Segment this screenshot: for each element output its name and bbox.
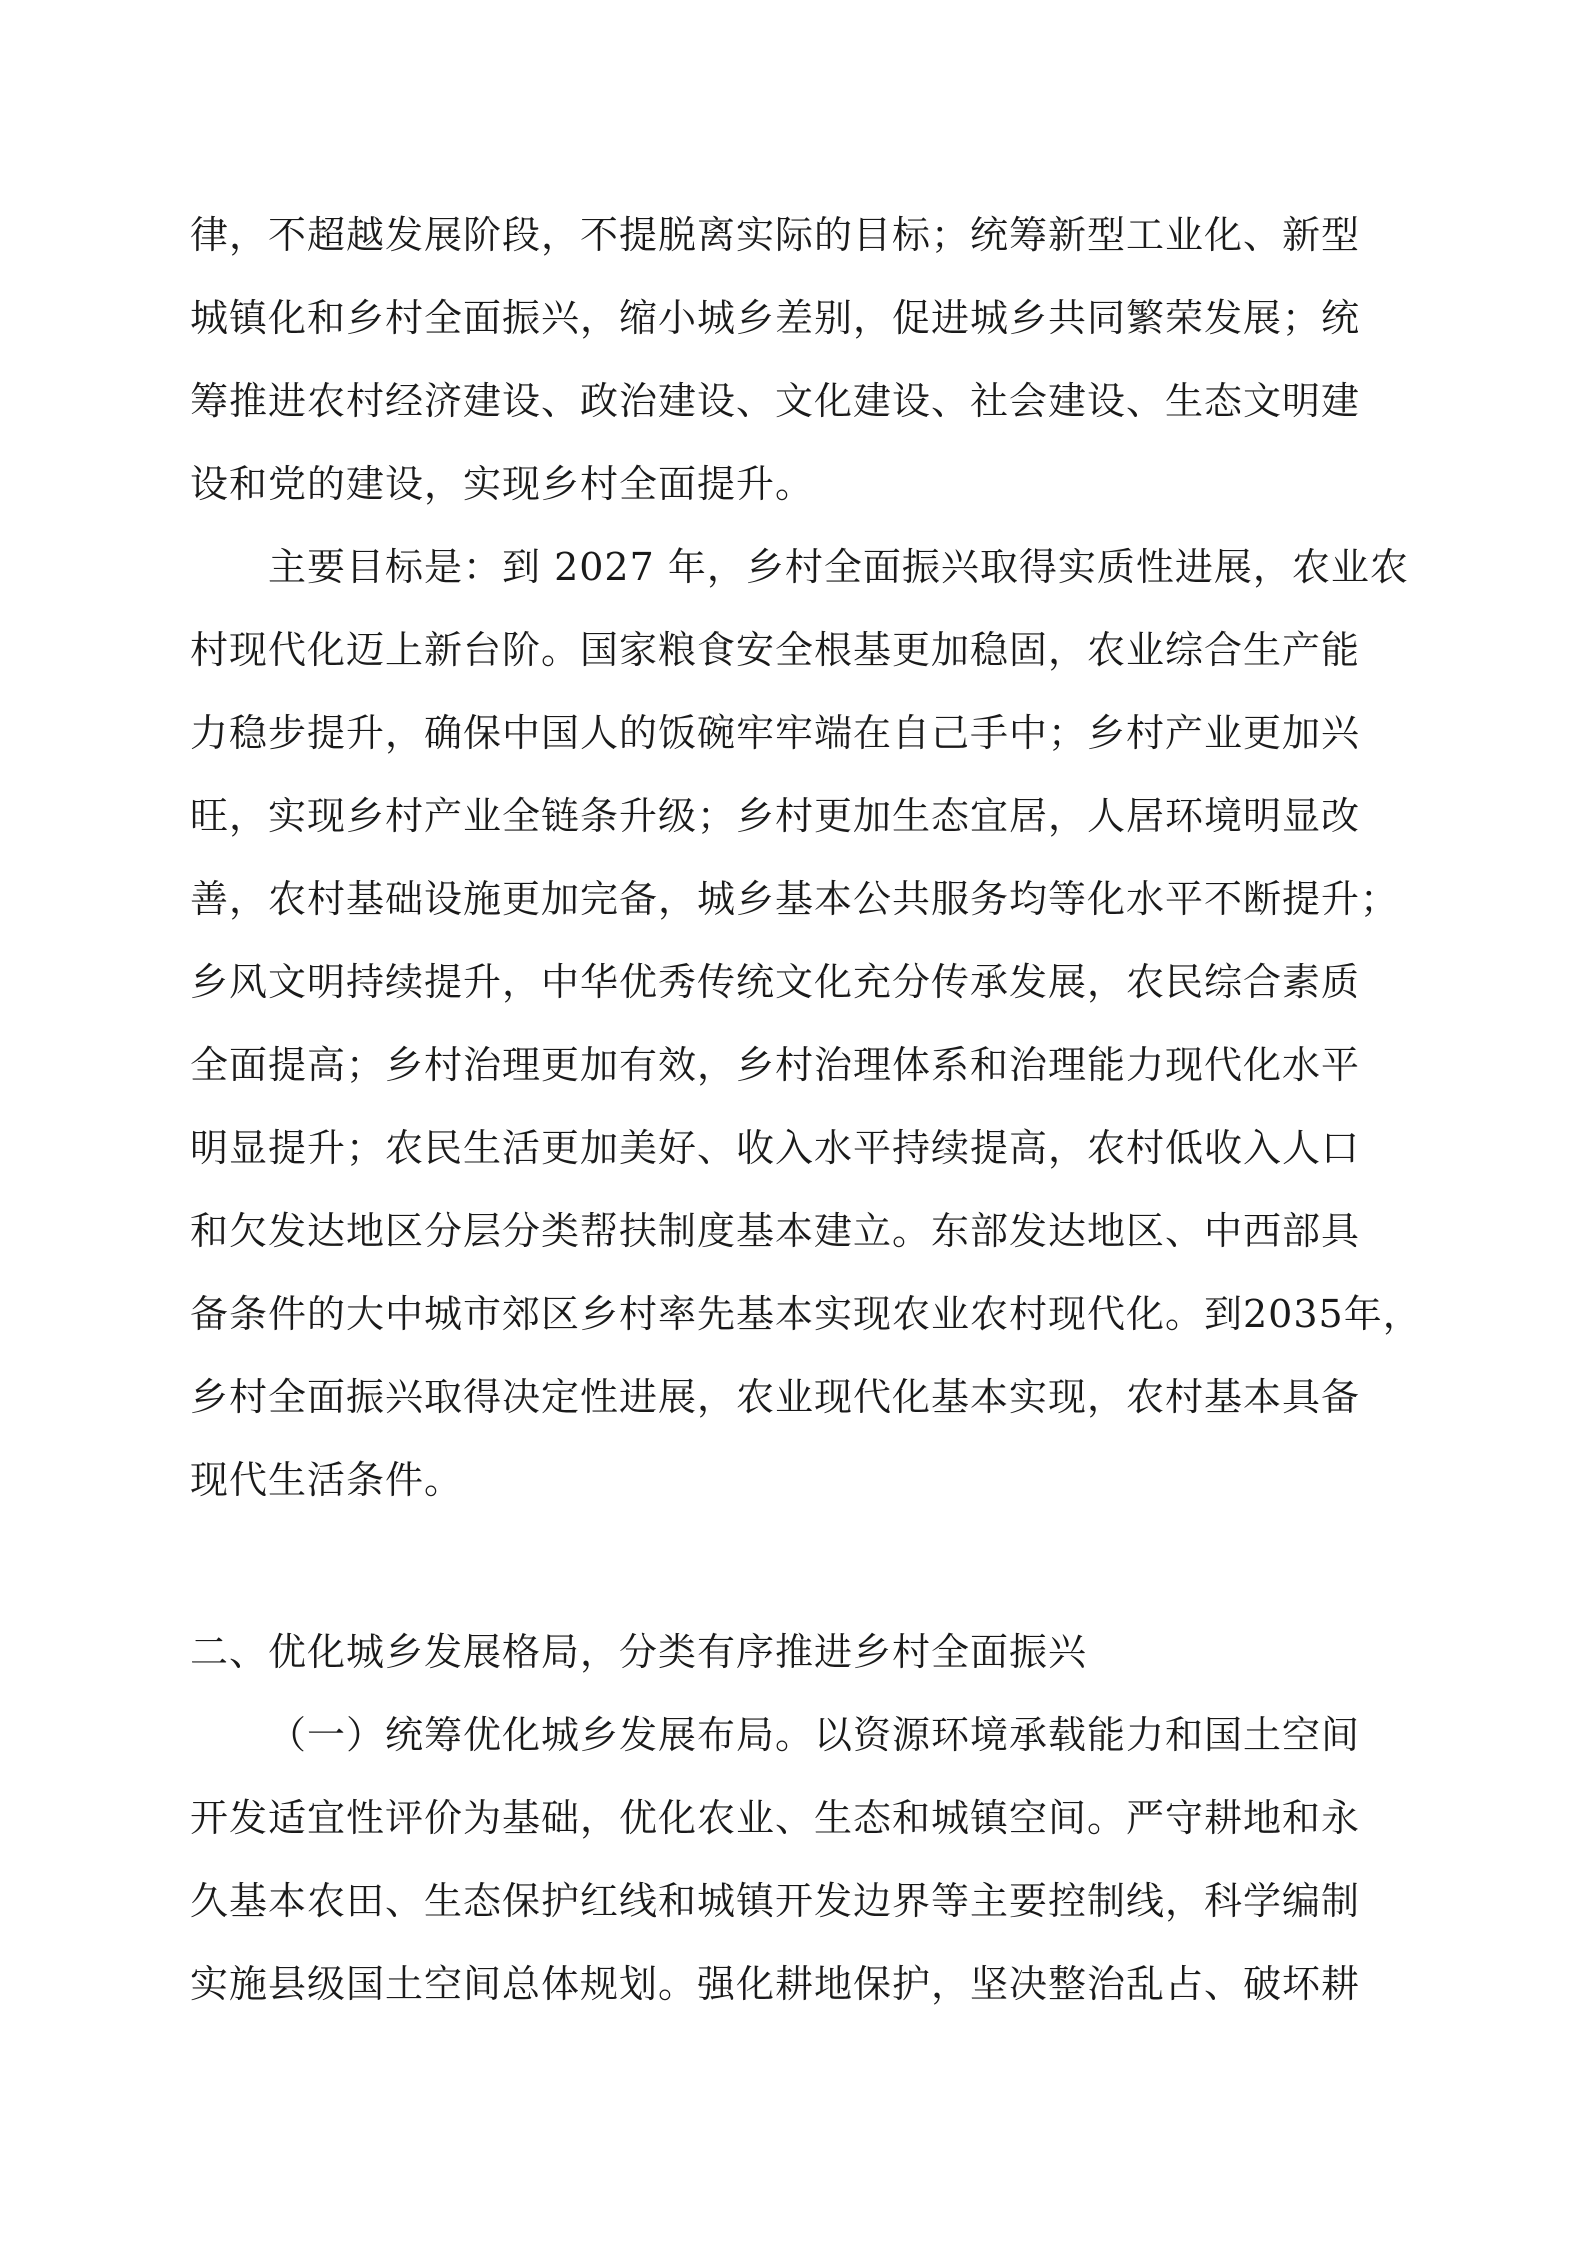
p2-line-7: 全面提高；乡村治理更加有效，乡村治理体系和治理能力现代化水平	[190, 1043, 1361, 1087]
p1-line-3: 筹推进农村经济建设、政治建设、文化建设、社会建设、生态文明建	[190, 379, 1361, 423]
p2-line-5: 善，农村基础设施更加完备，城乡基本公共服务均等化水平不断提升；	[190, 877, 1400, 921]
p2-line-8: 明显提升；农民生活更加美好、收入水平持续提高，农村低收入人口	[190, 1126, 1361, 1170]
p2-line-4: 旺，实现乡村产业全链条升级；乡村更加生态宜居，人居环境明显改	[190, 794, 1361, 838]
p2-line-10: 备条件的大中城市郊区乡村率先基本实现农业农村现代化。到2035年，	[190, 1292, 1422, 1336]
p3-line-2: 开发适宜性评价为基础，优化农业、生态和城镇空间。严守耕地和永	[190, 1796, 1361, 1840]
p3-line-3: 久基本农田、生态保护红线和城镇开发边界等主要控制线，科学编制	[190, 1879, 1361, 1923]
p2-line-12: 现代生活条件。	[190, 1458, 464, 1502]
p2-line-3: 力稳步提升，确保中国人的饭碗牢牢端在自己手中；乡村产业更加兴	[190, 711, 1361, 755]
p2-line-6: 乡风文明持续提升，中华优秀传统文化充分传承发展，农民综合素质	[190, 960, 1361, 1004]
p2-line-9: 和欠发达地区分层分类帮扶制度基本建立。东部发达地区、中西部具	[190, 1209, 1361, 1253]
p2-line-2: 村现代化迈上新台阶。国家粮食安全根基更加稳固，农业综合生产能	[190, 628, 1361, 672]
p2-line-1: 主要目标是：到 2027 年，乡村全面振兴取得实质性进展，农业农	[268, 545, 1409, 589]
p1-line-2: 城镇化和乡村全面振兴，缩小城乡差别，促进城乡共同繁荣发展；统	[190, 296, 1361, 340]
p3-line-1: （一）统筹优化城乡发展布局。以资源环境承载能力和国土空间	[268, 1713, 1361, 1757]
p2-line-11: 乡村全面振兴取得决定性进展，农业现代化基本实现，农村基本具备	[190, 1375, 1361, 1419]
section-heading: 二、优化城乡发展格局，分类有序推进乡村全面振兴	[190, 1630, 1088, 1674]
p1-line-4: 设和党的建设，实现乡村全面提升。	[190, 462, 815, 506]
p3-line-4: 实施县级国土空间总体规划。强化耕地保护，坚决整治乱占、破坏耕	[190, 1962, 1361, 2006]
p1-line-1: 律，不超越发展阶段，不提脱离实际的目标；统筹新型工业化、新型	[190, 213, 1361, 257]
